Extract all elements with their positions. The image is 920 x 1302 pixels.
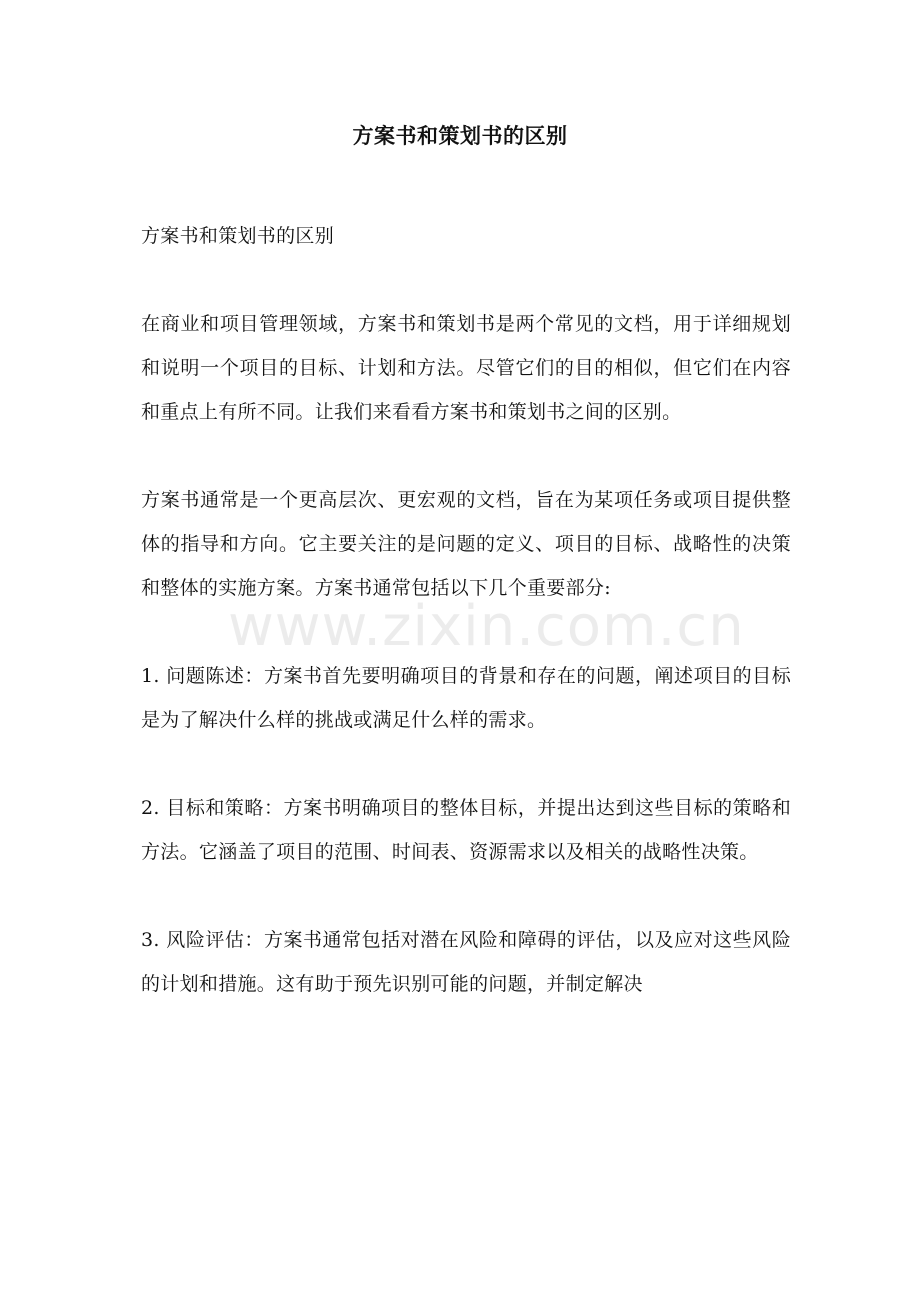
list-item-goals-strategy: 2. 目标和策略：方案书明确项目的整体目标，并提出达到这些目标的策略和方法。它涵盖了项目的范围、时间表、资源需求以及相关的战略性决策。 — [141, 797, 791, 863]
paragraph-intro: 在商业和项目管理领域，方案书和策划书是两个常见的文档，用于详细规划和说明一个项目的目标、计划和方法。尽管它们的目的相似，但它们在内容和重点上有所不同。让我们来看看方案书和策划书之间的区别。 — [141, 313, 791, 423]
list-item-problem-statement: 1. 问题陈述：方案书首先要明确项目的背景和存在的问题，阐述项目的目标是为了解决什么样的挑战或满足什么样的需求。 — [141, 665, 791, 731]
document-title: 方案书和策划书的区别 — [352, 123, 568, 148]
document-subtitle: 方案书和策划书的区别 — [141, 225, 335, 247]
list-item-risk-assessment: 3. 风险评估：方案书通常包括对潜在风险和障碍的评估，以及应对这些风险的计划和措施。这有助于预先识别可能的问题，并制定解决 — [141, 929, 791, 995]
document-body — [141, 214, 791, 1006]
watermark: www.zixin.com.cn — [228, 594, 745, 659]
paragraph-overview: 方案书通常是一个更高层次、更宏观的文档，旨在为某项任务或项目提供整体的指导和方向。它主要关注的是问题的定义、项目的目标、战略性的决策和整体的实施方案。方案书通常包括以下几个重要部分: — [141, 489, 791, 599]
